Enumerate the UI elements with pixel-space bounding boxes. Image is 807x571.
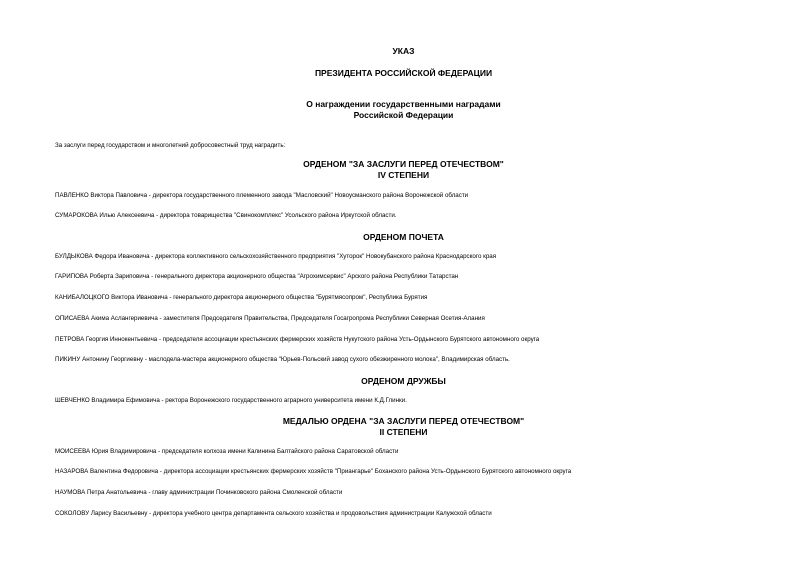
- award-entry: БУЛДЫКОВА Федора Ивановича - директора коллективного сельскохозяйственного предприятия "Хуторок" Новокубанского района Краснодарского края: [55, 253, 497, 260]
- award-entry: ПАВЛЕНКО Виктора Павловича - директора государственного племенного завода "Масловский" Новоусманского района Воронежской области: [55, 192, 469, 199]
- award-entry: НАЗАРОВА Валентина Федоровича - директора ассоциации крестьянских фермерских хозяйств "Приангарье" Боханского района Усть-Ордынского Бурятского автономного округа: [55, 468, 572, 475]
- award-entry: МОИСЕЕВА Юрия Владимировича - председателя колхоза имени Калинина Балтайского района Саратовской области: [55, 448, 399, 455]
- section-title-order-merit-4: ОРДЕНОМ "ЗА ЗАСЛУГИ ПЕРЕД ОТЕЧЕСТВОМ": [303, 159, 504, 169]
- section-subtitle-medal-merit-2: II СТЕПЕНИ: [379, 427, 428, 437]
- decree-issuer: ПРЕЗИДЕНТА РОССИЙСКОЙ ФЕДЕРАЦИИ: [314, 68, 493, 78]
- award-entry: ПЕТРОВА Георгия Иннокентьевича - председателя ассоциации крестьянских фермерских хозяйств Нукутского района Усть-Ордынского Бурятского автономного округа: [55, 336, 540, 343]
- section-title-medal-merit-2: МЕДАЛЬЮ ОРДЕНА "ЗА ЗАСЛУГИ ПЕРЕД ОТЕЧЕСТВОМ": [282, 416, 525, 426]
- section-title-order-friendship: ОРДЕНОМ ДРУЖБЫ: [361, 376, 446, 386]
- award-entry: ШЕВЧЕНКО Владимира Ефимовича - ректора Воронежского государственного аграрного университета имени К.Д.Глинки.: [55, 397, 407, 404]
- award-entry: ГАРИПОВА Роберта Зариповича - генерального директора акционерного общества "Агрохимсервис" Арского района Республики Татарстан: [55, 273, 459, 280]
- section-title-order-honour: ОРДЕНОМ ПОЧЕТА: [363, 232, 444, 242]
- decree-intro: За заслуги перед государством и многолетний добросовестный труд наградить:: [55, 142, 286, 149]
- decree-subject-line-2: Российской Федерации: [353, 110, 454, 120]
- decree-subject-line-1: О награждении государственными наградами: [306, 99, 501, 109]
- award-entry: ПИКИНУ Антонину Георгиевну - маслодела-мастера акционерного общества "Юрьев-Польский завод сухого обезжиренного молока", Владимирская область.: [55, 356, 510, 363]
- award-entry: СОКОЛОВУ Ларису Васильевну - директора учебного центра департамента сельского хозяйства и продовольствия администрации Калужской области: [55, 510, 492, 517]
- award-entry: КАНИБАЛОЦКОГО Виктора Ивановича - генерального директора акционерного общества "Бурятмясопром", Республика Бурятия: [55, 294, 428, 301]
- section-subtitle-order-merit-4: IV СТЕПЕНИ: [377, 170, 430, 180]
- award-entry: ОПИСАЕВА Акима Аслангериевича - заместителя Председателя Правительства, Председателя Госагропрома Республики Северная Осетия-Алания: [55, 315, 485, 322]
- award-entry: НАУМОВА Петра Анатольевича - главу администрации Починковского района Смоленской области: [55, 489, 343, 496]
- award-entry: СУМАРОКОВА Илью Алексеевича - директора товарищества "Свинокомплекс" Усольского района Иркутской области.: [55, 212, 397, 219]
- decree-title: УКАЗ: [392, 46, 415, 56]
